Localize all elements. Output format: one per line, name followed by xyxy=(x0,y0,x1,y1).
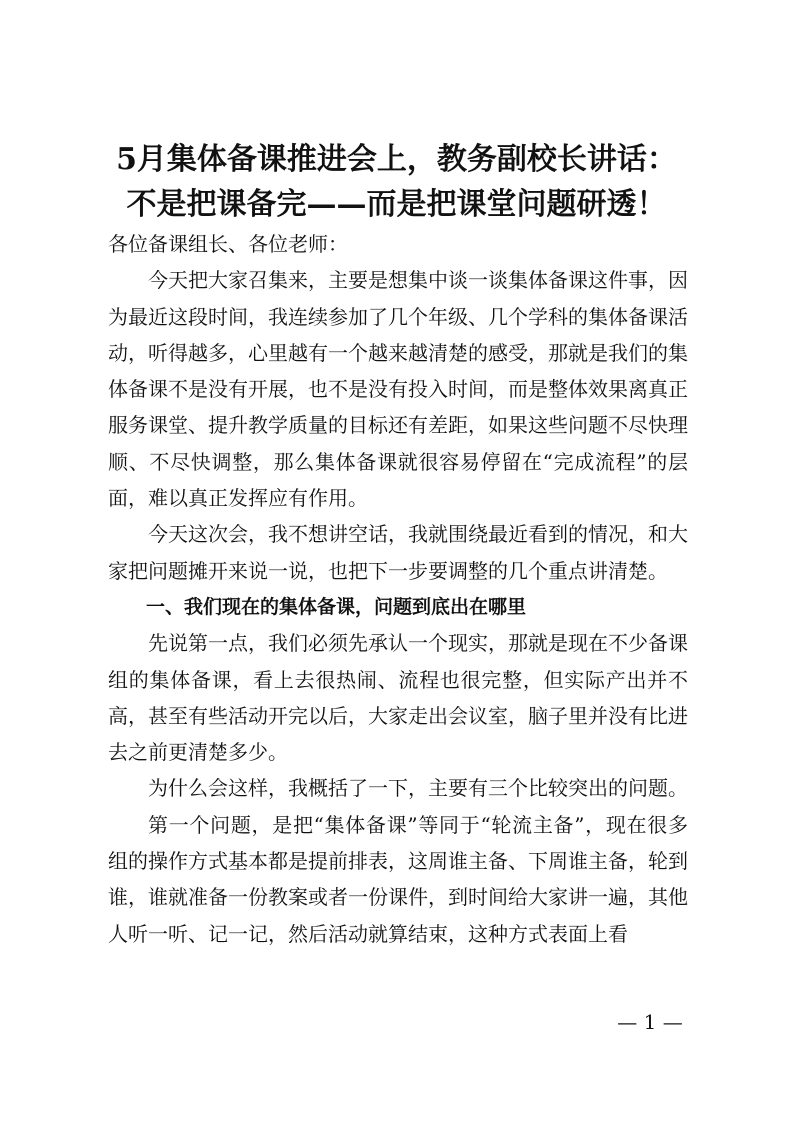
paragraph: 第一个问题，是把“集体备课”等同于“轮流主备”，现在很多组的操作方式基本都是提前排表，这周谁主备、下周谁主备，轮到谁，谁就准备一份教案或者一份课件，到时间给大家讲一遍，其他人听一听、记一记，然后活动就算结束，这种方式表面上看 xyxy=(108,812,688,946)
paragraph: 为什么会这样，我概括了一下，主要有三个比较突出的问题。 xyxy=(148,776,688,801)
page-number: — 1 — xyxy=(617,1010,683,1034)
document-title-line-1: 5月集体备课推进会上，教务副校长讲话： xyxy=(116,142,677,177)
document-title-line-2: 不是把课备完——而是把课堂问题研透！ xyxy=(126,187,667,222)
paragraph: 先说第一点，我们必须先承认一个现实，那就是现在不少备课组的集体备课，看上去很热闹、流程也很完整，但实际产出并不高，甚至有些活动开完以后，大家走出会议室，脑子里并没有比进去之前更清楚多少。 xyxy=(108,631,688,765)
paragraph: 今天这次会，我不想讲空话，我就围绕最近看到的情况，和大家把问题摊开来说一说，也把下一步要调整的几个重点讲清楚。 xyxy=(108,522,688,583)
salutation: 各位备课组长、各位老师： xyxy=(108,232,348,256)
document-body xyxy=(108,226,688,952)
paragraph: 今天把大家召集来，主要是想集中谈一谈集体备课这件事，因为最近这段时间，我连续参加了几个年级、几个学科的集体备课活动，听得越多，心里越有一个越来越清楚的感受，那就是我们的集体备课不是没有开展，也不是没有投入时间，而是整体效果离真正服务课堂、提升教学质量的目标还有差距，如果这些问题不尽快理顺、不尽快调整，那么集体备课就很容易停留在“完成流程”的层面，难以真正发挥应有作用。 xyxy=(108,268,688,511)
section-heading: 一、我们现在的集体备课，问题到底出在哪里 xyxy=(146,595,527,618)
